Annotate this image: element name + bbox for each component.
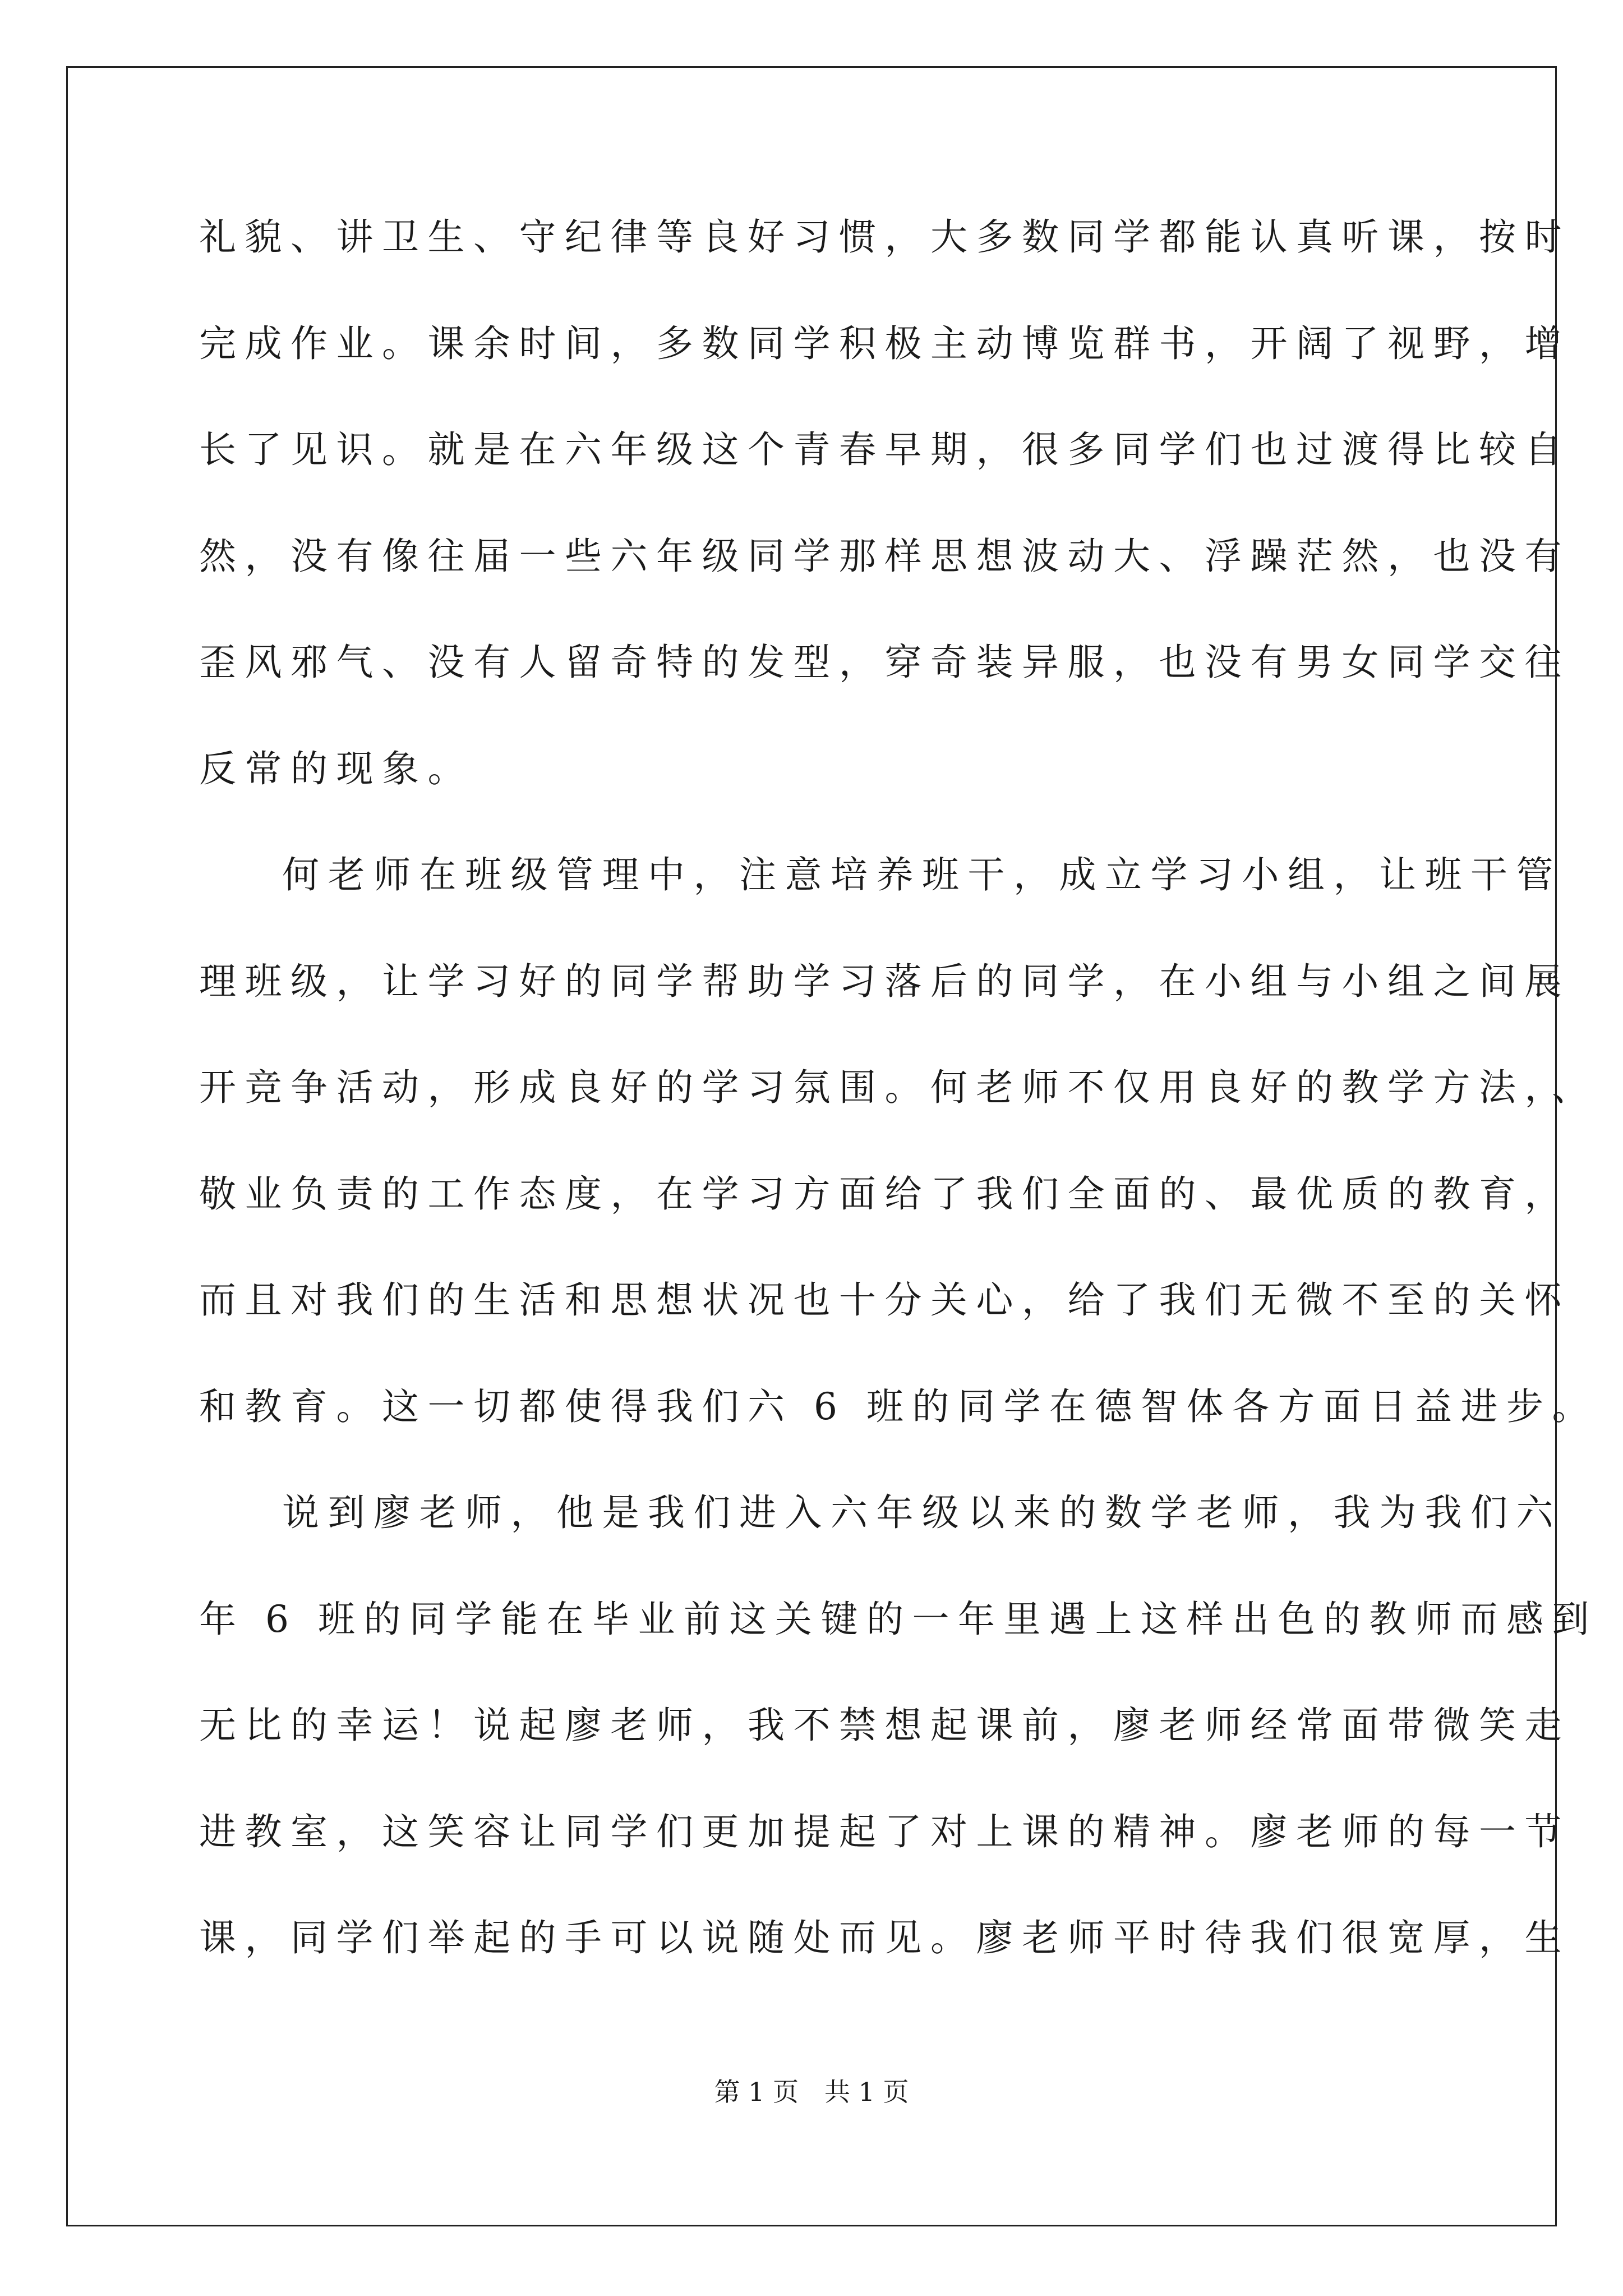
text-line-15: 无比的幸运！说起廖老师，我不禁想起课前，廖老师经常面带微笑走	[199, 1704, 1570, 1747]
text-line-1: 礼貌、讲卫生、守纪律等良好习惯，大多数同学都能认真听课，按时	[199, 215, 1570, 259]
text-line-10: 敬业负责的工作态度，在学习方面给了我们全面的、最优质的教育，	[199, 1172, 1570, 1216]
text-line-17: 课，同学们举起的手可以说随处而见。廖老师平时待我们很宽厚，生	[199, 1916, 1570, 1959]
text-line-8: 理班级，让学习好的同学帮助学习落后的同学，在小组与小组之间展	[199, 959, 1570, 1003]
text-line-5: 歪风邪气、没有人留奇特的发型，穿奇装异服，也没有男女同学交往	[199, 641, 1570, 684]
text-line-12: 和教育。这一切都使得我们六 6 班的同学在德智体各方面日益进步。	[199, 1384, 1598, 1428]
page-footer: 第 1 页 共 1 页	[714, 2077, 909, 2107]
text-line-3: 长了见识。就是在六年级这个青春早期，很多同学们也过渡得比较自	[199, 428, 1570, 471]
text-line-6: 反常的现象。	[199, 747, 473, 790]
text-line-7: 何老师在班级管理中，注意培养班干，成立学习小组，让班干管	[282, 853, 1562, 896]
text-line-13: 说到廖老师，他是我们进入六年级以来的数学老师，我为我们六	[282, 1491, 1562, 1534]
text-line-2: 完成作业。课余时间，多数同学积极主动博览群书，开阔了视野，增	[199, 321, 1570, 365]
text-line-9: 开竞争活动，形成良好的学习氛围。何老师不仅用良好的教学方法，、	[199, 1066, 1598, 1109]
text-line-16: 进教室，这笑容让同学们更加提起了对上课的精神。廖老师的每一节	[199, 1810, 1570, 1853]
text-line-14: 年 6 班的同学能在毕业前这关键的一年里遇上这样出色的教师而感到	[199, 1597, 1598, 1641]
document-body	[199, 215, 1598, 2025]
text-line-11: 而且对我们的生活和思想状况也十分关心，给了我们无微不至的关怀	[199, 1278, 1570, 1322]
text-line-4: 然，没有像往届一些六年级同学那样思想波动大、浮躁茫然，也没有	[199, 534, 1570, 578]
